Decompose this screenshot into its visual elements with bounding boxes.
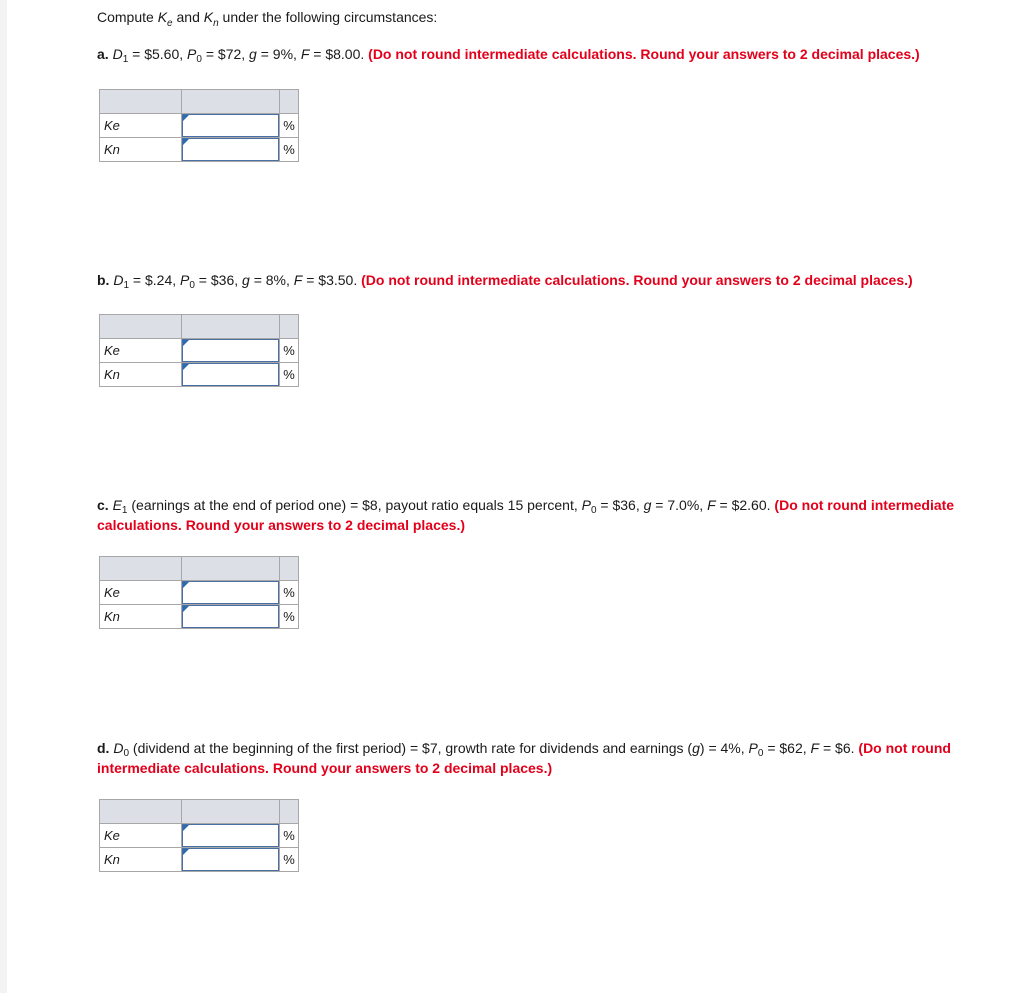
- kn-input-a[interactable]: [183, 139, 278, 160]
- table-row: [100, 848, 299, 872]
- question-d: d. $D_0$ (dividend at the beginning of the first period) = $7, growth rate for dividends and earnings (g) = 4%, $P_0$ = $62, F = $6. (Do not round intermediate calculations. Round your answers to 2 decimal places.): [97, 740, 951, 776]
- ke-input-d[interactable]: [183, 825, 278, 846]
- kn-input-c[interactable]: [183, 606, 278, 627]
- percent-unit: %: [280, 339, 299, 363]
- question-b: b. $D_1$ = $.24, $P_0$ = $36, g = 8%, F = $3.50. (Do not round intermediate calculations. Round your answers to 2 decimal places.): [97, 272, 913, 291]
- question-c-givens: $E_1$ (earnings at the end of period one) = $8, payout ratio equals 15 percent, $P_0$ = $36, g = 7.0%, F = $2.60.: [112, 497, 771, 516]
- table-row: [100, 605, 299, 629]
- kn-input-d[interactable]: [183, 849, 278, 870]
- left-margin-strip: [0, 0, 7, 993]
- table-row: [100, 114, 299, 138]
- answer-table-c: [99, 556, 299, 629]
- question-a-instruction: (Do not round intermediate calculations. Round your answers to 2 decimal places.): [368, 46, 920, 62]
- ke-input-c[interactable]: [183, 582, 278, 603]
- question-d-givens: $D_0$ (dividend at the beginning of the first period) = $7, growth rate for dividends and earnings (g) = 4%, $P_0$ = $62, F = $6.: [113, 740, 855, 759]
- ke-input-b[interactable]: [183, 340, 278, 361]
- question-b-instruction: (Do not round intermediate calculations. Round your answers to 2 decimal places.): [361, 272, 913, 288]
- row-label-kn: Kn: [100, 138, 182, 162]
- percent-unit: %: [280, 138, 299, 162]
- percent-unit: %: [280, 363, 299, 387]
- table-row: [100, 824, 299, 848]
- intro-text: Compute $K_e$ and $K_n$ under the following circumstances:: [97, 9, 438, 29]
- question-c: c. $E_1$ (earnings at the end of period one) = $8, payout ratio equals 15 percent, $P_0$ = $36, g = 7.0%, F = $2.60. (Do not round intermediate calculations. Round your answers to 2 decimal places.): [97, 497, 955, 533]
- question-c-instruction: (Do not round intermediate calculations. Round your answers to 2 decimal places.): [97, 497, 955, 533]
- table-row: [100, 363, 299, 387]
- percent-unit: %: [280, 605, 299, 629]
- percent-unit: %: [280, 824, 299, 848]
- percent-unit: %: [280, 581, 299, 605]
- row-label-kn: Kn: [100, 605, 182, 629]
- answer-table-b: [99, 314, 299, 387]
- row-label-ke: Ke: [100, 339, 182, 363]
- percent-unit: %: [280, 114, 299, 138]
- row-label-kn: Kn: [100, 848, 182, 872]
- table-row: [100, 138, 299, 162]
- table-row: [100, 581, 299, 605]
- ke-input-a[interactable]: [183, 115, 278, 136]
- question-a: a. $D_1$ = $5.60, $P_0$ = $72, g = 9%, F = $8.00. (Do not round intermediate calculations. Round your answers to 2 decimal places.): [97, 46, 920, 65]
- question-b-givens: $D_1$ = $.24, $P_0$ = $36, g = 8%, F = $3.50.: [113, 272, 358, 291]
- kn-input-b[interactable]: [183, 364, 278, 385]
- answer-table-d: [99, 799, 299, 872]
- answer-table-a: [99, 89, 299, 162]
- row-label-ke: Ke: [100, 114, 182, 138]
- question-a-givens: $D_1$ = $5.60, $P_0$ = $72, g = 9%, F = $8.00.: [112, 46, 365, 65]
- row-label-kn: Kn: [100, 363, 182, 387]
- row-label-ke: Ke: [100, 581, 182, 605]
- table-row: [100, 339, 299, 363]
- row-label-ke: Ke: [100, 824, 182, 848]
- question-d-instruction: (Do not round intermediate calculations. Round your answers to 2 decimal places.): [97, 740, 951, 776]
- percent-unit: %: [280, 848, 299, 872]
